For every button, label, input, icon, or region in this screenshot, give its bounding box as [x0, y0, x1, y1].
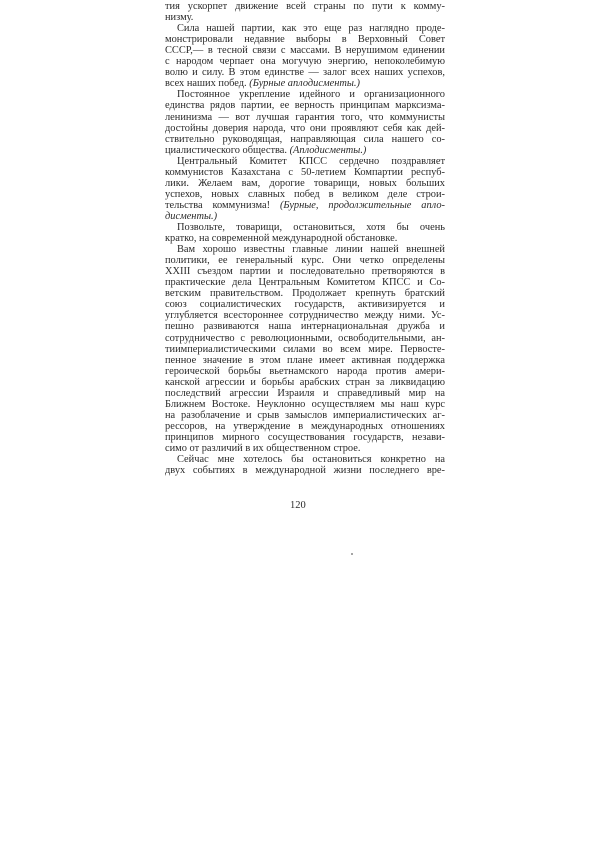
text-line — [165, 377, 445, 388]
applause-remark: (Бурные аплодисменты.) — [249, 78, 360, 90]
text-line — [165, 156, 445, 167]
text-line-content: ленинизма — вот лучшая гарантия того, что коммунисты — [165, 111, 445, 123]
text-line — [165, 112, 445, 123]
text-line — [165, 100, 445, 111]
text-line — [165, 45, 445, 56]
text-line-content: Ближнем Востоке. Неуклонно осуществляем мы наш курс — [165, 398, 445, 410]
text-line — [165, 266, 445, 277]
text-line-content: на разоблачение и срыв замыслов империалистических аг- — [165, 409, 445, 421]
text-line-content: ветским правительством. Продолжает крепнуть братский — [165, 288, 445, 300]
text-line-content: Позвольте, товарищи, остановиться, хотя бы очень — [177, 222, 445, 233]
text-line-content: монстрировали недавние выборы в Верховный Совет — [165, 34, 445, 46]
text-line — [165, 1, 445, 12]
text-line — [165, 421, 445, 432]
text-line-content: Постоянное укрепление идейного и организационного — [177, 89, 445, 101]
text-line-content: пенное значение в этом плане имеет активная поддержка — [165, 354, 445, 366]
text-line — [165, 454, 445, 465]
text-line — [165, 222, 445, 233]
text-line — [165, 134, 445, 145]
text-line-content: углубляется всестороннее сотрудничество между ними. Ус- — [165, 310, 445, 322]
text-line-content: сотрудничество с революционными, освободительными, ан- — [165, 332, 445, 344]
text-line — [165, 399, 445, 410]
text-line-content: тельства коммунизма! — [165, 199, 280, 211]
text-line-content: канской агрессии и борьбы арабских стран за ликвидацию — [165, 376, 445, 388]
text-line-content: СССР,— в тесной связи с массами. В нерушимом единении — [165, 45, 445, 57]
text-line-content: низму. — [165, 12, 194, 24]
text-line-content: лики. Желаем вам, дорогие товарищи, новых больших — [165, 177, 445, 189]
text-line — [165, 23, 445, 34]
text-line — [165, 89, 445, 100]
applause-remark: дисменты.) — [165, 210, 218, 222]
text-line — [165, 333, 445, 344]
text-line — [165, 344, 445, 355]
text-line — [165, 211, 445, 222]
text-line — [165, 123, 445, 134]
text-line-content: достойны доверия народа, что они проявляют себя как дей- — [165, 122, 445, 134]
text-line-content: пешно развиваются наша интернациональная дружба и — [165, 321, 445, 333]
text-line-content: тия ускорпет движение всей страны по пути к комму- — [165, 1, 445, 12]
text-line-content: последствий агрессии Израиля и справедливый мир на — [165, 387, 445, 399]
text-line-content: политики, ее генеральный курс. Они четко определены — [165, 255, 445, 267]
text-line — [165, 78, 445, 89]
text-line-content: Вам хорошо известны главные линии нашей внешней — [177, 244, 445, 256]
text-line — [165, 233, 445, 244]
text-line — [165, 321, 445, 332]
applause-remark: (Бурные, продолжительные апло- — [279, 199, 445, 211]
text-line — [165, 355, 445, 366]
text-line — [165, 200, 445, 211]
text-line — [165, 277, 445, 288]
text-line — [165, 410, 445, 421]
text-line — [165, 34, 445, 45]
text-line-content: с народом черпает она могучую энергию, непоколебимую — [165, 56, 445, 68]
text-line-content: единства рядов партии, ее верность принципам марксизма- — [165, 100, 445, 112]
text-line-content: кратко, на современной международной обстановке. — [165, 233, 398, 245]
text-line-content: волю и силу. В этом единстве — залог всех наших успехов, — [165, 67, 445, 79]
text-line — [165, 432, 445, 443]
text-line-content: всех наших побед. — [165, 78, 250, 90]
text-line-content: Центральный Комитет КПСС сердечно поздравляет — [177, 155, 445, 167]
text-line — [165, 145, 445, 156]
text-line-content: принципов мирного сосуществования государств, незави- — [165, 431, 445, 443]
text-line-content: героической борьбы вьетнамского народа против амери- — [165, 365, 445, 377]
text-line — [165, 310, 445, 321]
text-line-content: тиимпериалистическими силами во всем мире. Первосте- — [165, 343, 445, 355]
text-line-content: циалистического общества. — [165, 144, 290, 156]
text-line — [165, 12, 445, 23]
text-line — [165, 255, 445, 266]
text-line-content: двух событиях в международной жизни последнего вре- — [165, 465, 445, 477]
text-line — [165, 167, 445, 178]
text-line-content: рессоров, на утверждение в международных отношениях — [165, 420, 445, 432]
page-number: 120 — [290, 500, 306, 511]
text-line-content: Сила нашей партии, как это еще раз наглядно проде- — [177, 23, 445, 35]
text-line — [165, 244, 445, 255]
text-line-content: ствительно руководящая, направляющая сила нашего со- — [165, 133, 445, 145]
text-line — [165, 67, 445, 78]
text-line — [165, 388, 445, 399]
text-line-content: Сейчас мне хотелось бы остановиться конкретно на — [177, 454, 445, 466]
text-line-content: успехов, новых славных побед в великом деле строи- — [165, 188, 445, 200]
text-line-content: союз социалистических государств, активизируется и — [165, 299, 445, 311]
text-line — [165, 178, 445, 189]
text-line — [165, 189, 445, 200]
text-line — [165, 288, 445, 299]
text-line — [165, 366, 445, 377]
text-line-content: коммунистов Казахстана с 50-летием Компартии респуб- — [165, 166, 445, 178]
text-line-content: симо от различий в их общественном строе. — [165, 443, 361, 454]
text-line-content: XXIII съездом партии и последовательно претворяются в — [165, 266, 445, 278]
applause-remark: (Аплодисменты.) — [289, 144, 367, 156]
text-line — [165, 56, 445, 67]
text-line — [165, 299, 445, 310]
scan-speck — [351, 553, 353, 555]
text-line — [165, 443, 445, 454]
text-line-content: практические дела Центральным Комитетом КПСС и Со- — [165, 277, 445, 289]
text-line — [165, 465, 445, 476]
